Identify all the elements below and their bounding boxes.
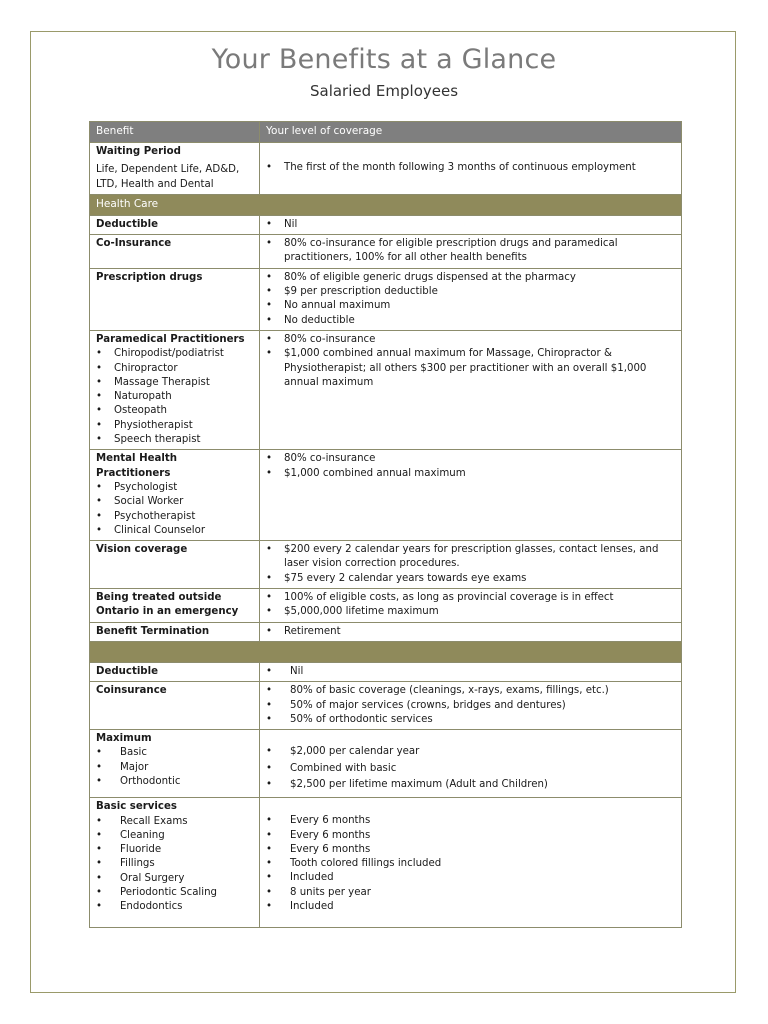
header-benefit: Benefit [90,122,260,143]
row-benefit-termination [90,622,682,641]
section-dental-label [90,641,682,662]
row-prescription-drugs [90,268,682,330]
row-waiting-period [90,143,682,195]
vision-value: • $75 every 2 calendar years towards eye exams [266,572,675,586]
mental-health-item: • Social Worker [96,495,253,509]
row-dental-coinsurance [90,682,682,730]
waiting-period-value: • The first of the month following 3 months of continuous employment [266,161,675,175]
basic-services-item: • Periodontic Scaling [96,886,253,900]
basic-services-value: • Included [266,871,675,885]
dental-coinsurance-label: Coinsurance [90,682,260,730]
table-header-row [90,122,682,143]
header-coverage: Your level of coverage [260,122,682,143]
vision-value: • $200 every 2 calendar years for prescription glasses, contact lenses, and laser vision correction procedures. [266,543,675,572]
basic-services-value: • Every 6 months [266,843,675,857]
basic-services-value: • Every 6 months [266,829,675,843]
waiting-period-sub: Life, Dependent Life, AD&D, LTD, Health and Dental [96,164,240,190]
prescription-value: • No deductible [266,314,675,328]
dental-deductible-label: Deductible [90,662,260,681]
row-dental-deductible [90,662,682,681]
section-dental [90,641,682,662]
basic-services-value: • Every 6 months [266,814,675,828]
termination-value: • Retirement [266,625,675,639]
row-deductible [90,215,682,234]
basic-services-item: • Oral Surgery [96,872,253,886]
section-health-care-label: Health Care [90,194,682,215]
dental-coinsurance-value: • 80% of basic coverage (cleanings, x-rays, exams, fillings, etc.) [266,684,675,698]
prescription-label: Prescription drugs [90,268,260,330]
prescription-value: • $9 per prescription deductible [266,285,675,299]
paramedical-item: • Chiropractor [96,362,253,376]
dental-coinsurance-value: • 50% of orthodontic services [266,713,675,727]
outside-ontario-label: Being treated outside Ontario in an emergency [90,589,260,623]
outside-ontario-value: • $5,000,000 lifetime maximum [266,605,675,619]
co-insurance-label: Co-Insurance [90,235,260,269]
row-vision [90,541,682,589]
basic-services-value: • Included [266,900,675,914]
dental-maximum-value: • Combined with basic [266,761,675,778]
mental-health-item: • Psychologist [96,481,253,495]
deductible-label: Deductible [90,215,260,234]
row-paramedical [90,330,682,449]
basic-services-label: Basic services [96,801,177,813]
basic-services-value: • Tooth colored fillings included [266,857,675,871]
basic-services-item: • Fluoride [96,843,253,857]
paramedical-item: • Speech therapist [96,433,253,447]
paramedical-item: • Physiotherapist [96,419,253,433]
vision-label: Vision coverage [90,541,260,589]
deductible-value: • Nil [266,218,675,232]
mental-health-value: • 80% co-insurance [266,452,675,466]
paramedical-item: • Massage Therapist [96,376,253,390]
basic-services-item: • Recall Exams [96,815,253,829]
basic-services-item: • Fillings [96,857,253,871]
prescription-value: • 80% of eligible generic drugs dispensed at the pharmacy [266,271,675,285]
basic-services-value: • 8 units per year [266,886,675,900]
mental-health-label: Mental Health Practitioners [96,453,178,479]
paramedical-item: • Naturopath [96,390,253,404]
dental-maximum-item: • Basic [96,746,253,760]
page-title: Your Benefits at a Glance [211,44,557,75]
prescription-value: • No annual maximum [266,299,675,313]
section-health-care [90,194,682,215]
paramedical-item: • Chiropodist/podiatrist [96,347,253,361]
paramedical-value: • $1,000 combined annual maximum for Massage, Chiropractor & Physiotherapist; all others $300 per practitioner with an overall $1,000 annual maximum [266,347,675,390]
mental-health-value: • $1,000 combined annual maximum [266,467,675,481]
mental-health-item: • Psychotherapist [96,510,253,524]
dental-maximum-item: • Major [96,761,253,775]
row-outside-ontario [90,589,682,623]
dental-maximum-value: • $2,000 per calendar year [266,744,675,761]
page-subtitle: Salaried Employees [309,82,459,100]
waiting-period-label: Waiting Period [96,146,181,157]
paramedical-label: Paramedical Practitioners [96,333,245,345]
dental-maximum-item: • Orthodontic [96,775,253,789]
paramedical-item: • Osteopath [96,404,253,418]
row-dental-basic-services [90,798,682,928]
dental-deductible-value: • Nil [266,665,675,679]
mental-health-item: • Clinical Counselor [96,524,253,538]
basic-services-item: • Endodontics [96,900,253,914]
benefits-table [89,121,682,928]
basic-services-item: • Cleaning [96,829,253,843]
row-co-insurance [90,235,682,269]
outside-ontario-value: • 100% of eligible costs, as long as provincial coverage is in effect [266,591,675,605]
row-dental-maximum [90,730,682,798]
termination-label: Benefit Termination [90,622,260,641]
dental-coinsurance-value: • 50% of major services (crowns, bridges and dentures) [266,699,675,713]
dental-maximum-value: • $2,500 per lifetime maximum (Adult and Children) [266,777,675,794]
row-mental-health [90,450,682,541]
paramedical-value: • 80% co-insurance [266,333,675,347]
co-insurance-value: • 80% co-insurance for eligible prescription drugs and paramedical practitioners, 100% for all other health benefits [266,237,675,266]
dental-maximum-label: Maximum [96,733,152,745]
